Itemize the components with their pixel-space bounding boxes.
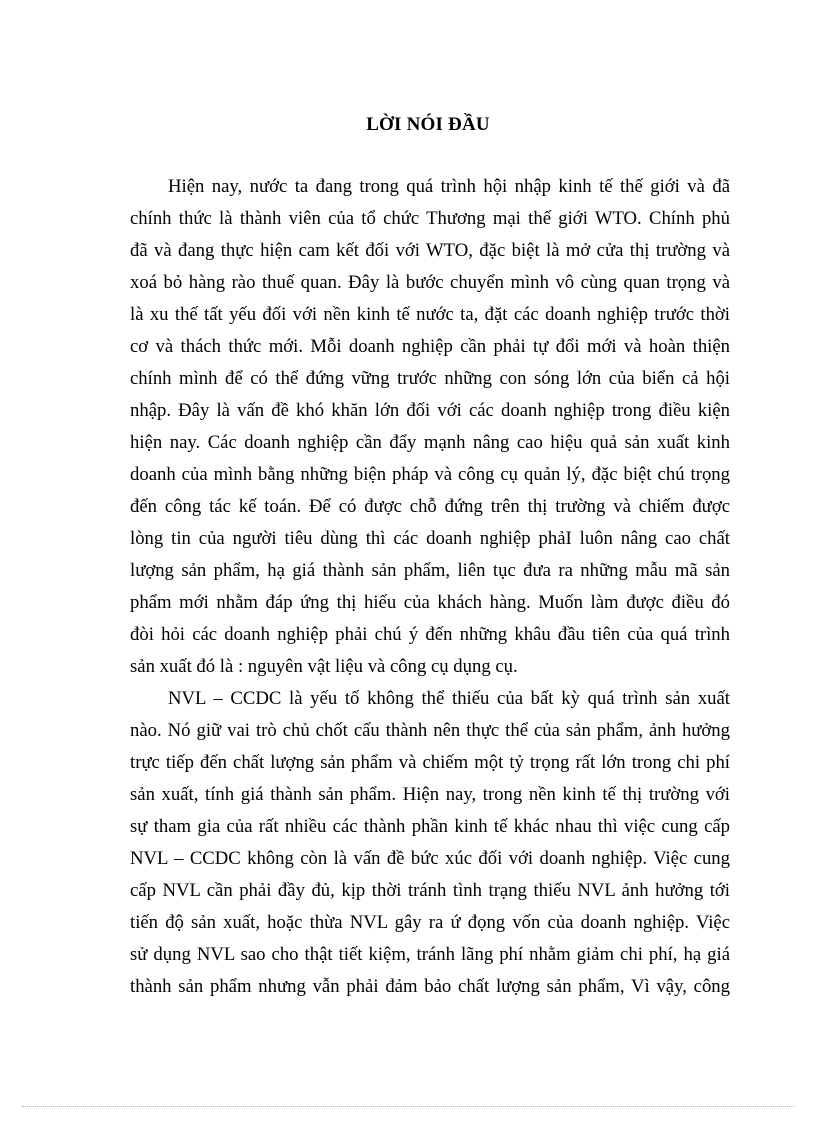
paragraph-1-line-15: đòi hỏi các doanh nghiệp phải chú ý đến những khâu đầu tiên của quá trình: [130, 624, 730, 645]
paragraph-2-line-2: nào. Nó giữ vai trò chủ chốt cấu thành nên thực thể của sản phẩm, ảnh hưởng: [130, 720, 730, 741]
paragraph-1-line-11: đến công tác kế toán. Để có được chỗ đứng trên thị trường và chiếm được: [130, 496, 730, 517]
paragraph-2-line-10: thành sản phẩm nhưng vẫn phải đảm bảo chất lượng sản phẩm, Vì vậy, công: [130, 976, 730, 997]
paragraph-1-line-7: chính mình để có thể đứng vững trước những con sóng lớn của biển cả hội: [130, 368, 730, 389]
paragraph-1-line-6: cơ và thách thức mới. Mỗi doanh nghiệp cần phải tự đổi mới và hoàn thiện: [130, 336, 730, 357]
paragraph-1-line-2: chính thức là thành viên của tổ chức Thương mại thế giới WTO. Chính phủ: [130, 208, 730, 229]
paragraph-1-line-5: là xu thế tất yếu đối với nền kinh tế nước ta, đặt các doanh nghiệp trước thời: [130, 304, 730, 325]
paragraph-2-line-9: sử dụng NVL sao cho thật tiết kiệm, tránh lãng phí nhằm giảm chi phí, hạ giá: [130, 944, 730, 965]
paragraph-1-line-10: doanh của mình bằng những biện pháp và công cụ quản lý, đặc biệt chú trọng: [130, 464, 730, 485]
paragraph-1-line-1: Hiện nay, nước ta đang trong quá trình hội nhập kinh tế thế giới và đã: [168, 176, 730, 197]
paragraph-2-line-4: sản xuất, tính giá thành sản phẩm. Hiện nay, trong nền kinh tế thị trường với: [130, 784, 730, 805]
paragraph-1-line-3: đã và đang thực hiện cam kết đối với WTO, đặc biệt là mở cửa thị trường và: [130, 240, 730, 261]
paragraph-2-line-1: NVL – CCDC là yếu tố không thể thiếu của bất kỳ quá trình sản xuất: [168, 688, 730, 709]
page-title: LỜI NÓI ĐẦU: [366, 114, 490, 135]
paragraph-1-line-16: sản xuất đó là : nguyên vật liệu và công cụ dụng cụ.: [130, 656, 518, 677]
paragraph-1-line-14: phẩm mới nhằm đáp ứng thị hiếu của khách hàng. Muốn làm được điều đó: [130, 592, 730, 613]
paragraph-1-line-8: nhập. Đây là vấn đề khó khăn lớn đối với các doanh nghiệp trong điều kiện: [130, 400, 730, 421]
paragraph-1-line-4: xoá bỏ hàng rào thuế quan. Đây là bước chuyển mình vô cùng quan trọng và: [130, 272, 730, 293]
paragraph-1-line-13: lượng sản phẩm, hạ giá thành sản phẩm, liên tục đưa ra những mẫu mã sản: [130, 560, 730, 581]
paragraph-2-line-7: cấp NVL cần phải đầy đủ, kịp thời tránh tình trạng thiếu NVL ảnh hưởng tới: [130, 880, 730, 901]
page-footer-rule: [22, 1106, 794, 1107]
paragraph-2-line-5: sự tham gia của rất nhiều các thành phần kinh tế khác nhau thì việc cung cấp: [130, 816, 730, 837]
paragraph-2-line-8: tiến độ sản xuất, hoặc thừa NVL gây ra ứ đọng vốn của doanh nghiệp. Việc: [130, 912, 730, 933]
paragraph-1-line-9: hiện nay. Các doanh nghiệp cần đẩy mạnh nâng cao hiệu quả sản xuất kinh: [130, 432, 730, 453]
body-text: [130, 171, 730, 1003]
paragraph-1-line-12: lòng tin của người tiêu dùng thì các doanh nghiệp phảI luôn nâng cao chất: [130, 528, 730, 549]
paragraph-2-line-3: trực tiếp đến chất lượng sản phẩm và chiếm một tỷ trọng rất lớn trong chi phí: [130, 752, 730, 773]
paragraph-2-line-6: NVL – CCDC không còn là vấn đề bức xúc đối với doanh nghiệp. Việc cung: [130, 848, 730, 869]
